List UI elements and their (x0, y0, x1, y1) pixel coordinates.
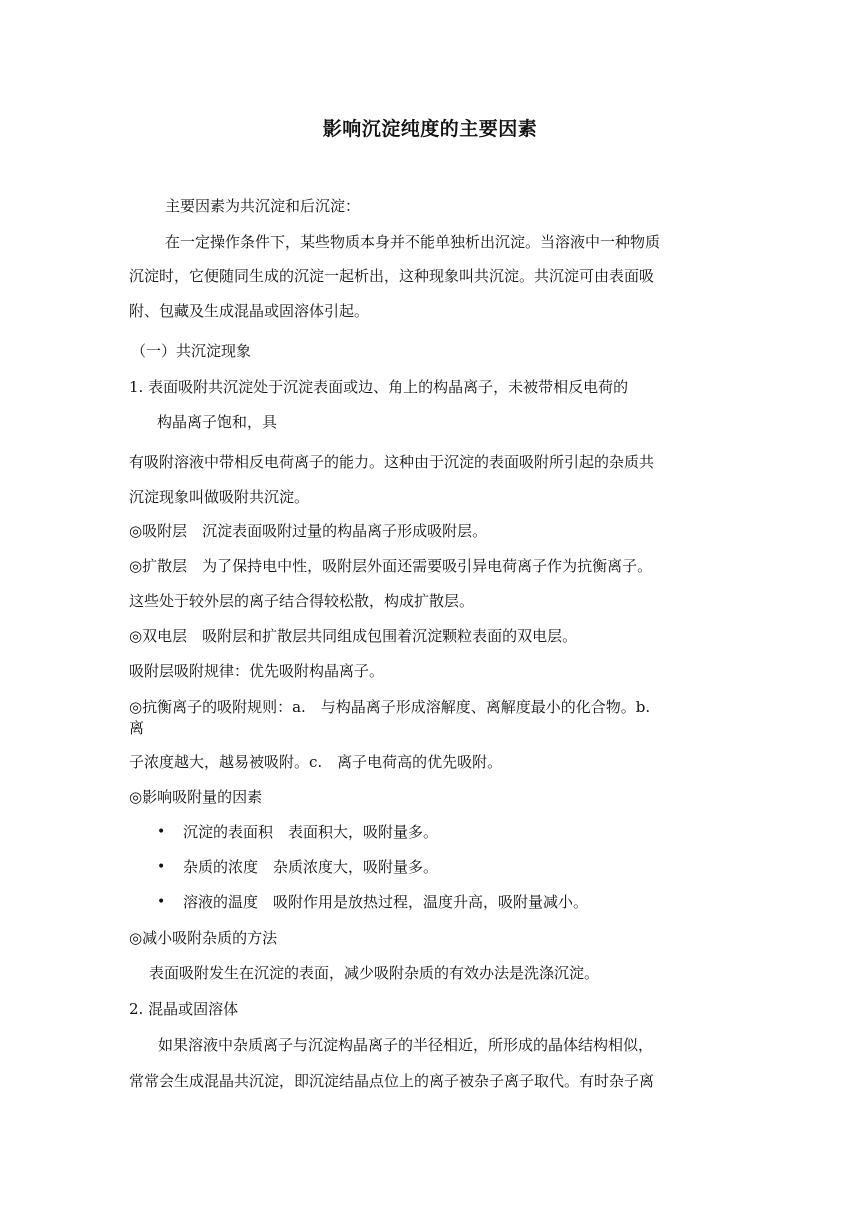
bullet-marker: • (157, 894, 166, 910)
paragraph-line: 有吸附溶液中带相反电荷离子的能力。这种由于沉淀的表面吸附所引起的杂质共 (129, 453, 655, 471)
paragraph-line: 附、包藏及生成混晶或固溶体引起。 (129, 302, 370, 320)
definition-line: ◎吸附层 沉淀表面吸附过量的构晶离子形成吸附层。 (129, 522, 488, 540)
paragraph-line: 表面吸附发生在沉淀的表面，减少吸附杂质的有效办法是洗涤沉淀。 (149, 964, 600, 982)
definition-line: ◎抗衡离子的吸附规则：a. 与构晶离子形成溶解度、离解度最小的化合物。b. (129, 698, 651, 716)
bullet-item: 溶液的温度 吸附作用是放热过程，温度升高，吸附量减小。 (183, 893, 589, 911)
paragraph-line: 离 (129, 719, 145, 737)
paragraph-line: 吸附层吸附规律：优先吸附构晶离子。 (129, 662, 385, 680)
definition-heading: ◎影响吸附量的因素 (129, 788, 263, 806)
bullet-marker: • (157, 859, 166, 875)
definition-line: ◎双电层 吸附层和扩散层共同组成包围着沉淀颗粒表面的双电层。 (129, 627, 578, 645)
section-heading: （一）共沉淀现象 (131, 342, 252, 360)
paragraph-line: 主要因素为共沉淀和后沉淀： (165, 197, 361, 215)
definition-heading: ◎减小吸附杂质的方法 (129, 929, 278, 947)
bullet-marker: • (157, 824, 166, 840)
document-title: 影响沉淀纯度的主要因素 (322, 118, 538, 140)
paragraph-line: 这些处于较外层的离子结合得较松散，构成扩散层。 (129, 592, 475, 610)
paragraph-line: 如果溶液中杂质离子与沉淀构晶离子的半径相近，所形成的晶体结构相似， (158, 1036, 654, 1054)
bullet-item: 沉淀的表面积 表面积大，吸附量多。 (183, 823, 439, 841)
numbered-item: 2. 混晶或固溶体 (129, 1000, 239, 1018)
numbered-item-continuation: 构晶离子饱和，具 (157, 413, 278, 431)
bullet-item: 杂质的浓度 杂质浓度大，吸附量多。 (183, 858, 439, 876)
definition-line: ◎扩散层 为了保持电中性，吸附层外面还需要吸引异电荷离子作为抗衡离子。 (129, 557, 653, 575)
paragraph-line: 沉淀时，它便随同生成的沉淀一起析出，这种现象叫共沉淀。共沉淀可由表面吸 (129, 267, 655, 285)
paragraph-line: 在一定操作条件下，某些物质本身并不能单独析出沉淀。当溶液中一种物质 (165, 233, 661, 251)
numbered-item: 1. 表面吸附共沉淀处于沉淀表面或边、角上的构晶离子，未被带相反电荷的 (129, 378, 629, 396)
paragraph-line: 常常会生成混晶共沉淀，即沉淀结晶点位上的离子被杂子离子取代。有时杂子离 (129, 1072, 655, 1090)
paragraph-line: 沉淀现象叫做吸附共沉淀。 (129, 488, 310, 506)
paragraph-line: 子浓度越大，越易被吸附。c. 离子电荷高的优先吸附。 (129, 753, 503, 771)
